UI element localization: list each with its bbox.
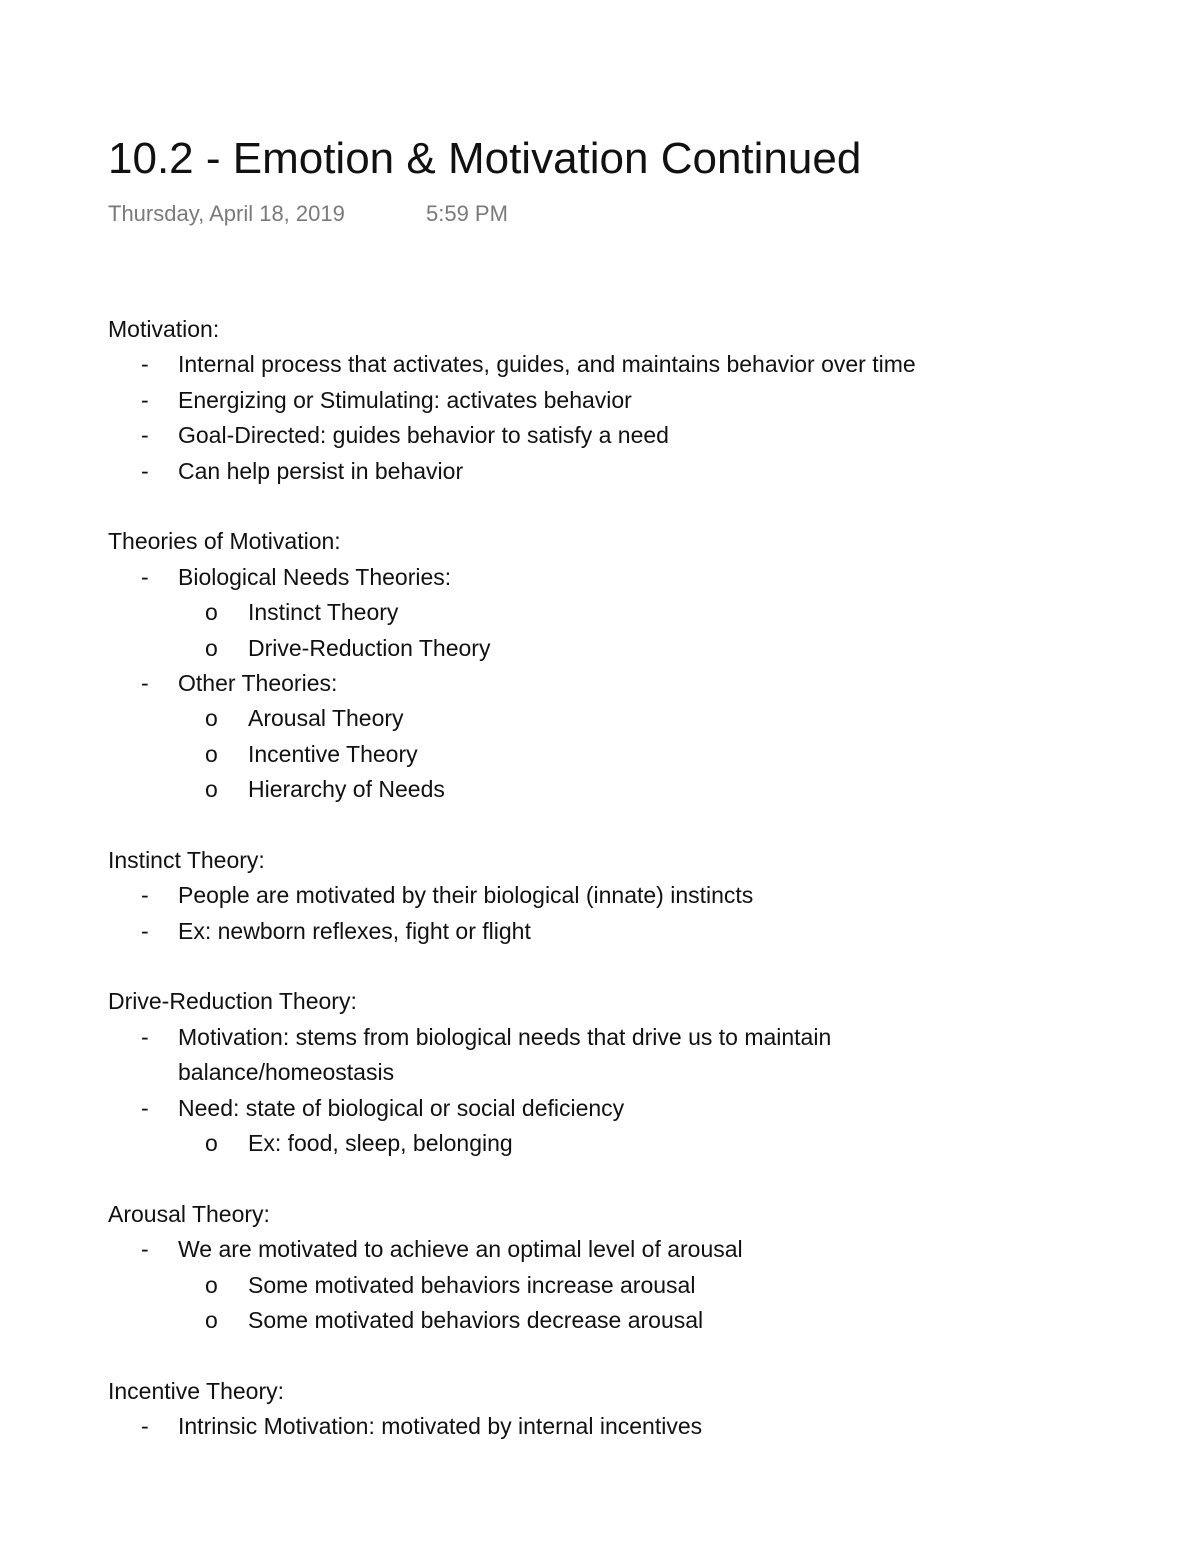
dash-bullet: - <box>141 1094 149 1121</box>
note-timestamp <box>108 199 508 229</box>
section-heading-incentive: Incentive Theory: <box>108 1377 285 1404</box>
dash-bullet: - <box>141 457 149 484</box>
sub-list-item: o Drive-Reduction Theory <box>108 631 1108 666</box>
dash-bullet: - <box>141 1236 149 1263</box>
section-heading-instinct: Instinct Theory: <box>108 846 265 873</box>
page-title: 10.2 - Emotion & Motivation Continued <box>108 134 862 183</box>
circle-bullet: o <box>205 599 218 626</box>
list-item: - Goal-Directed: guides behavior to satisfy a need <box>108 418 1108 453</box>
note-date: Thursday, April 18, 2019 <box>108 201 345 226</box>
list-item: - Biological Needs Theories: <box>108 560 1108 595</box>
list-item: - People are motivated by their biological (innate) instincts <box>108 878 1108 913</box>
sub-list-item: o Instinct Theory <box>108 595 1108 630</box>
list-item: - Other Theories: <box>108 666 1108 701</box>
list-item: - Need: state of biological or social deficiency <box>108 1091 1108 1126</box>
list-item: - Energizing or Stimulating: activates behavior <box>108 383 1108 418</box>
dash-bullet: - <box>141 882 149 909</box>
circle-bullet: o <box>205 740 218 767</box>
dash-bullet: - <box>141 917 149 944</box>
note-body <box>108 312 1108 1445</box>
circle-bullet: o <box>205 1271 218 1298</box>
list-item-continuation: balance/homeostasis <box>178 1059 395 1086</box>
sub-list-item: o Arousal Theory <box>108 701 1108 736</box>
sub-list-item: o Incentive Theory <box>108 737 1108 772</box>
dash-bullet: - <box>141 669 149 696</box>
dash-bullet: - <box>141 1023 149 1050</box>
section-heading-arousal: Arousal Theory: <box>108 1200 270 1227</box>
dash-bullet: - <box>141 1413 149 1440</box>
list-item: - Ex: newborn reflexes, fight or flight <box>108 914 1108 949</box>
dash-bullet: - <box>141 422 149 449</box>
dash-bullet: - <box>141 386 149 413</box>
note-time: 5:59 PM <box>426 201 508 226</box>
list-item: - Intrinsic Motivation: motivated by internal incentives <box>108 1409 1108 1444</box>
list-item: - Internal process that activates, guides, and maintains behavior over time <box>108 347 1108 382</box>
list-item: - Can help persist in behavior <box>108 454 1108 489</box>
dash-bullet: - <box>141 563 149 590</box>
circle-bullet: o <box>205 1129 218 1156</box>
sub-list-item: o Ex: food, sleep, belonging <box>108 1126 1108 1161</box>
circle-bullet: o <box>205 776 218 803</box>
sub-list-item: o Some motivated behaviors decrease arousal <box>108 1303 1108 1338</box>
circle-bullet: o <box>205 1306 218 1333</box>
section-heading-theories: Theories of Motivation: <box>108 528 341 555</box>
section-heading-drive-reduction: Drive-Reduction Theory: <box>108 988 357 1015</box>
list-item: - Motivation: stems from biological needs that drive us to maintain <box>108 1020 1108 1055</box>
list-item: - We are motivated to achieve an optimal level of arousal <box>108 1232 1108 1267</box>
sub-list-item: o Hierarchy of Needs <box>108 772 1108 807</box>
section-heading-motivation: Motivation: <box>108 316 220 342</box>
circle-bullet: o <box>205 705 218 732</box>
dash-bullet: - <box>141 351 149 378</box>
circle-bullet: o <box>205 634 218 661</box>
sub-list-item: o Some motivated behaviors increase arousal <box>108 1268 1108 1303</box>
